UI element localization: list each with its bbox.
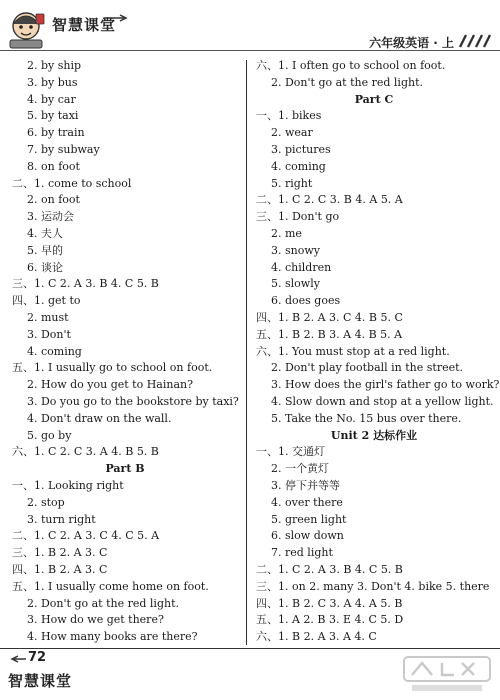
answer-line: 三、1. B 2. A 3. C [12, 546, 108, 560]
answer-line: 6. 谈论 [27, 260, 63, 274]
column-divider [246, 60, 247, 645]
mascot-icon [6, 6, 50, 50]
answer-line: 五、1. A 2. B 3. E 4. C 5. D [256, 613, 404, 627]
answer-line: 7. by subway [27, 142, 100, 156]
answer-line: 四、1. B 2. A 3. C [12, 562, 108, 576]
answer-line: 2. stop [27, 495, 65, 509]
answer-line: 3. How does the girl's father go to work? [271, 378, 500, 392]
answer-line: 2. wear [271, 126, 313, 140]
answer-line: 五、1. I usually go to school on foot. [12, 361, 213, 375]
left-answer-column [12, 58, 238, 646]
answer-line: 4. coming [27, 344, 82, 358]
answer-line: 3. How do we get there? [27, 613, 164, 627]
answer-line: 六、1. I often go to school on foot. [256, 59, 446, 72]
answer-line: 3. 运动会 [27, 210, 74, 224]
answer-line: 五、1. I usually come home on foot. [12, 579, 209, 593]
answer-line: 5. right [271, 176, 313, 190]
answer-line: 2. Don't go at the red light. [27, 596, 179, 610]
brand-title: 智慧课堂 [52, 16, 117, 34]
answer-line: 六、1. C 2. C 3. A 4. B 5. B [12, 445, 159, 459]
answer-line: 二、1. C 2. A 3. B 4. C 5. B [256, 562, 403, 576]
answer-line: 一、1. bikes [256, 109, 322, 123]
answer-line: 2. by ship [27, 59, 82, 72]
answer-line: 一、1. Looking right [12, 478, 124, 492]
arrow-icon [104, 14, 130, 22]
answer-line: 2. on foot [27, 193, 80, 207]
page-number: 72 [28, 650, 47, 665]
answer-line: 4. over there [271, 495, 343, 509]
answer-line: 2. Don't play football in the street. [271, 361, 464, 375]
answer-line: 5. Take the No. 15 bus over there. [271, 411, 462, 425]
answer-line: 五、1. B 2. B 3. A 4. B 5. A [256, 327, 403, 341]
answer-line: 5. go by [27, 428, 72, 442]
answer-line: 4. by car [27, 92, 76, 106]
watermark-logo-icon [402, 655, 492, 695]
answer-line: 三、1. C 2. A 3. B 4. C 5. B [12, 277, 159, 291]
answer-line: 四、1. B 2. A 3. C 4. B 5. C [256, 310, 403, 324]
answer-line: 2. Don't go at the red light. [271, 75, 423, 89]
answer-line: 5. slowly [271, 277, 320, 291]
answer-line: 3. Don't [27, 327, 71, 341]
answer-line: 6. by train [27, 126, 85, 140]
answer-line: 4. Slow down and stop at a yellow light. [271, 394, 494, 408]
answer-line: 5. 早的 [27, 243, 63, 257]
answer-line: 2. me [271, 226, 302, 240]
page-header [0, 0, 500, 56]
answer-line: 3. 停下并等等 [271, 478, 340, 492]
answer-line: 4. Don't draw on the wall. [27, 411, 172, 425]
answer-line: 3. by bus [27, 75, 78, 89]
answer-line: 六、1. B 2. A 3. A 4. C [256, 630, 377, 644]
answer-line: 4. coming [271, 159, 326, 173]
answer-line: 6. does goes [271, 294, 341, 308]
answer-line: 二、1. come to school [12, 176, 132, 190]
answer-line: 3. Do you go to the bookstore by taxi? [27, 394, 239, 408]
answer-line: 6. slow down [271, 529, 344, 543]
answer-line: 4. 夫人 [27, 226, 63, 240]
answer-line: 3. snowy [271, 243, 320, 257]
section-heading: Part B [105, 462, 145, 476]
footer-brand: 智慧课堂 [8, 672, 73, 690]
brand-logo [6, 6, 126, 50]
answer-line: 4. children [271, 260, 332, 274]
answer-line: 六、1. You must stop at a red light. [256, 344, 450, 358]
stripes-decoration-icon [458, 34, 492, 48]
footer-rule [0, 648, 500, 649]
answer-line: 二、1. C 2. A 3. C 4. C 5. A [12, 529, 160, 543]
answer-line: 四、1. get to [12, 294, 81, 308]
answer-line: 四、1. B 2. C 3. A 4. A 5. B [256, 596, 403, 610]
answer-line: 3. pictures [271, 142, 331, 156]
answer-line: 5. green light [271, 512, 347, 526]
section-heading: Part C [354, 92, 394, 106]
answer-line: 5. by taxi [27, 109, 79, 123]
answer-line: 2. How do you get to Hainan? [27, 378, 193, 392]
grade-subject-label: 六年级英语 · 上 [369, 36, 454, 50]
right-answer-column [256, 58, 500, 646]
answer-line: 三、1. Don't go [256, 210, 340, 224]
answer-line: 3. turn right [27, 512, 96, 526]
answer-line: 三、1. on 2. many 3. Don't 4. bike 5. there [256, 579, 490, 593]
answer-line: 一、1. 交通灯 [256, 445, 325, 459]
answer-line: 2. must [27, 310, 69, 324]
answer-line: 4. How many books are there? [27, 630, 198, 644]
header-rule [0, 50, 500, 51]
answer-line: 7. red light [271, 546, 333, 560]
section-heading: Unit 2 达标作业 [330, 428, 418, 442]
answer-line: 8. on foot [27, 159, 80, 173]
answer-line: 2. 一个黄灯 [271, 462, 329, 476]
answer-line: 二、1. C 2. C 3. B 4. A 5. A [256, 193, 403, 207]
page-arrow-icon [10, 655, 26, 663]
